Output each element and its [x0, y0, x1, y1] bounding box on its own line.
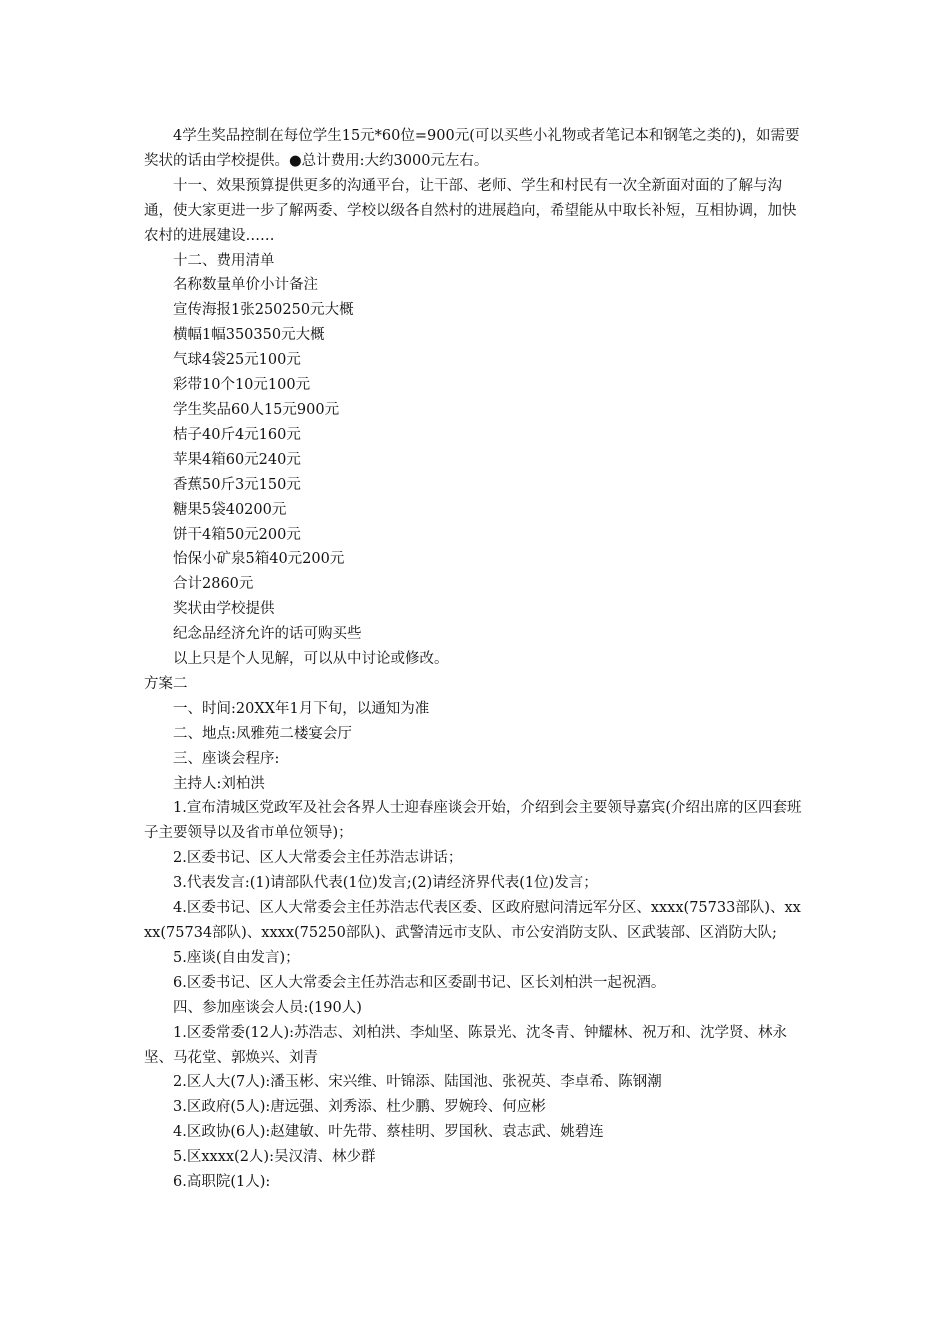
paragraph: 3.代表发言:(1)请部队代表(1位)发言;(2)请经济界代表(1位)发言； — [173, 875, 598, 892]
paragraph: 二、地点:凤雅苑二楼宴会厅 — [173, 725, 352, 742]
cost-item: 糖果5袋40200元 — [173, 501, 287, 518]
section-heading: 十二、费用清单 — [173, 252, 275, 269]
paragraph: 2.区人大(7人):潘玉彬、宋兴维、叶锦添、陆国池、张祝英、李卓希、陈钢潮 — [173, 1074, 662, 1091]
cost-total: 合计2860元 — [173, 576, 254, 593]
paragraph: 4.区政协(6人):赵建敏、叶先带、蔡桂明、罗国秋、袁志武、姚碧连 — [173, 1124, 604, 1141]
paragraph: 主持人:刘柏洪 — [173, 775, 265, 792]
paragraph: 一、时间:20XX年1月下旬，以通知为准 — [173, 700, 430, 717]
paragraph: 四、参加座谈会人员:(190人) — [173, 999, 362, 1016]
cost-item: 桔子40斤4元160元 — [173, 426, 301, 443]
plan-heading: 方案二 — [144, 675, 188, 692]
paragraph: 纪念品经济允许的话可购买些 — [173, 626, 362, 643]
paragraph: 1.宣布清城区党政军及社会各界人士迎春座谈会开始，介绍到会主要领导嘉宾(介绍出席的区四套班子主要领导以及省市单位领导)； — [144, 800, 802, 842]
paragraph: 6.高职院(1人): — [173, 1174, 271, 1191]
document-body — [144, 124, 808, 1195]
paragraph: 2.区委书记、区人大常委会主任苏浩志讲话； — [173, 850, 463, 867]
cost-item: 学生奖品60人15元900元 — [173, 401, 340, 418]
paragraph: 4.区委书记、区人大常委会主任苏浩志代表区委、区政府慰问清远军分区、xxxx(75733部队)、xxxx(75734部队)、xxxx(75250部队)、武警清远市支队、市公安消防支队、区武装部、区消防大队; — [144, 900, 801, 941]
cost-item: 彩带10个10元100元 — [173, 377, 311, 394]
paragraph: 十一、效果预算提供更多的沟通平台，让干部、老师、学生和村民有一次全新面对面的了解与沟通，使大家更进一步了解两委、学校以级各自然村的进展趋向，希望能从中取长补短，互相协调，加快农村的进展建设…… — [144, 177, 797, 244]
paragraph: 三、座谈会程序: — [173, 750, 280, 767]
paragraph: 3.区政府(5人):唐远强、刘秀添、杜少鹏、罗婉玲、何应彬 — [173, 1099, 546, 1116]
cost-item: 香蕉50斤3元150元 — [173, 476, 301, 493]
paragraph: 奖状由学校提供 — [173, 601, 275, 618]
paragraph: 5.区xxxx(2人):吴汉清、林少群 — [173, 1149, 376, 1166]
cost-item: 横幅1幅350350元大概 — [173, 327, 325, 344]
cost-item: 饼干4箱50元200元 — [173, 526, 301, 543]
paragraph: 6.区委书记、区人大常委会主任苏浩志和区委副书记、区长刘柏洪一起祝酒。 — [173, 974, 666, 991]
cost-item: 宣传海报1张250250元大概 — [173, 302, 354, 319]
cost-item: 气球4袋25元100元 — [173, 352, 301, 369]
paragraph: 4学生奖品控制在每位学生15元*60位=900元(可以买些小礼物或者笔记本和钢笔之类的)，如需要奖状的话由学校提供。●总计费用:大约3000元左右。 — [144, 128, 800, 169]
paragraph: 5.座谈(自由发言)； — [173, 949, 300, 966]
cost-item: 苹果4箱60元240元 — [173, 451, 301, 468]
paragraph: 1.区委常委(12人):苏浩志、刘柏洪、李灿坚、陈景光、沈冬青、钟耀林、祝万和、沈学贤、林永坚、马花堂、郭焕兴、刘青 — [144, 1024, 787, 1066]
cost-item: 怡保小矿泉5箱40元200元 — [173, 551, 345, 568]
paragraph: 以上只是个人见解，可以从中讨论或修改。 — [173, 651, 449, 668]
cost-table-header: 名称数量单价小计备注 — [173, 277, 318, 294]
